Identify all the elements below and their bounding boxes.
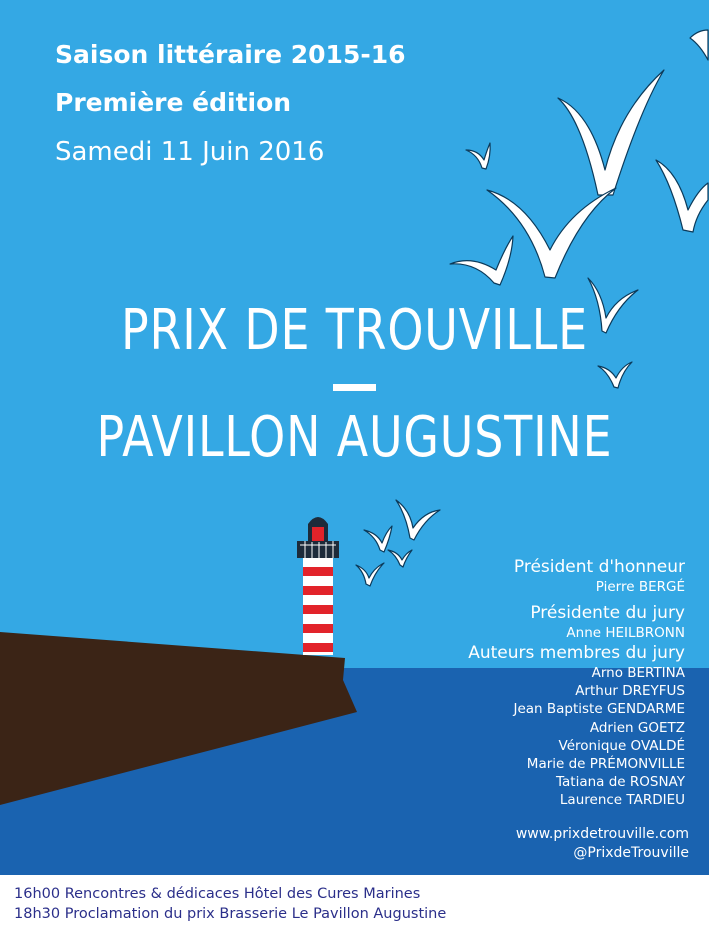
jury-member: Adrien GOETZ: [589, 719, 685, 736]
honorary-president-name: Pierre BERGÉ: [595, 579, 685, 595]
title-line-1: PRIX DE TROUVILLE: [121, 298, 588, 363]
jury-member: Laurence TARDIEU: [559, 792, 685, 809]
honorary-president-role: Président d'honneur: [513, 557, 685, 577]
jury-member: Jean Baptiste GENDARME: [513, 701, 685, 718]
flying-book-icon: [364, 526, 392, 552]
jury-panel: [365, 556, 685, 810]
links-block: [516, 825, 689, 863]
title-line-2: PAVILLON AUGUSTINE: [96, 405, 613, 470]
program-block: [14, 884, 446, 924]
lighthouse-icon: [297, 517, 339, 655]
flying-book-icon: [656, 160, 708, 232]
website-link[interactable]: www.prixdetrouville.com: [515, 826, 689, 842]
jury-members-role: Auteurs membres du jury: [468, 643, 685, 663]
program-line-1: 16h00 Rencontres & dédicaces Hôtel des Cures Marines: [14, 886, 421, 902]
jury-member: Arthur DREYFUS: [575, 683, 685, 700]
edition-label: Première édition: [55, 88, 292, 117]
title-separator: [333, 384, 376, 391]
flying-book-icon: [396, 500, 440, 540]
jury-member: Marie de PRÉMONVILLE: [526, 756, 685, 773]
flying-book-icon: [598, 362, 632, 388]
jury-member: Tatiana de ROSNAY: [556, 774, 685, 791]
program-line-2: 18h30 Proclamation du prix Brasserie Le Pavillon Augustine: [14, 906, 447, 922]
flying-book-icon: [450, 236, 513, 285]
season-label: Saison littéraire 2015-16: [55, 40, 406, 69]
jury-president-name: Anne HEILBRONN: [566, 625, 685, 641]
flying-book-icon: [558, 70, 664, 195]
cliff-shape: [0, 632, 357, 805]
flying-book-icon: [690, 30, 708, 60]
flying-book-icon: [466, 143, 490, 169]
event-date: Samedi 11 Juin 2016: [55, 137, 325, 167]
jury-president-role: Présidente du jury: [530, 603, 685, 623]
twitter-handle[interactable]: @PrixdeTrouville: [573, 845, 689, 861]
jury-member: Arno BERTINA: [591, 665, 685, 681]
jury-member: Véronique OVALDÉ: [558, 737, 685, 754]
